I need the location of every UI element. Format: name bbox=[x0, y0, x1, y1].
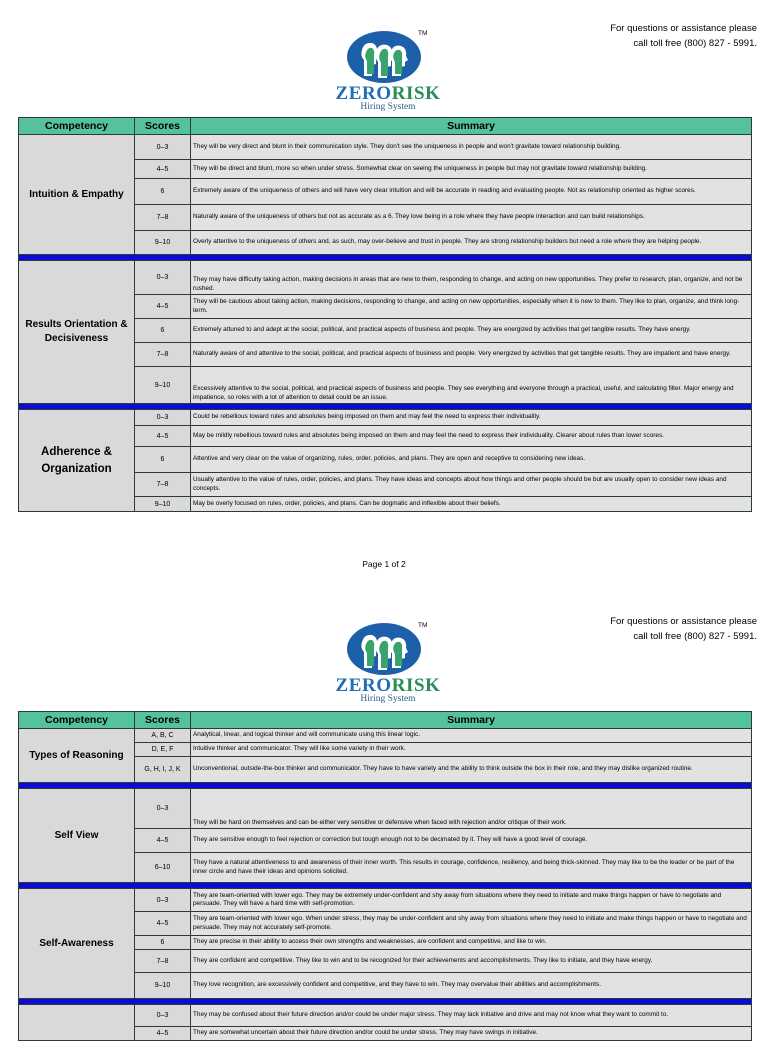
summary-text: They are somewhat uncertain about their future direction and/or could be under stress. They may have swings in initiative. bbox=[191, 1027, 752, 1041]
brand-zero: ZERO bbox=[335, 675, 392, 696]
brand-subtitle: Hiring System bbox=[360, 694, 416, 704]
table-row bbox=[19, 135, 752, 160]
score-range: 9–10 bbox=[135, 973, 191, 999]
header-summary: Summary bbox=[191, 118, 752, 135]
summary-text: They are sensitive enough to feel rejection or correction but tough enough not to be decimated by it. They will have a good level of courage. bbox=[191, 829, 752, 853]
summary-text: They are team-oriented with lower ego. When under stress, they may be under-confident and shy away from situations where they need to initiate and make things happen or have to negotiate and persuade. They may not accurately self-promote. bbox=[191, 912, 752, 936]
score-range: 6 bbox=[135, 936, 191, 950]
score-range: 0–3 bbox=[135, 135, 191, 160]
summary-text: Intuitive thinker and communicator. They will like some variety in their work. bbox=[191, 743, 752, 757]
score-range: 9–10 bbox=[135, 231, 191, 255]
competency-name bbox=[19, 1005, 135, 1041]
summary-text: Could be rebellious toward rules and absolutes being imposed on them and may feel the need to express their individuality. bbox=[191, 410, 752, 426]
table-header-row bbox=[19, 118, 752, 135]
competency-name: Adherence & Organization bbox=[19, 410, 135, 512]
score-range: 7–8 bbox=[135, 205, 191, 231]
brand-zero: ZERO bbox=[335, 83, 392, 104]
summary-text: They will be direct and blunt, more so when under stress. Somewhat clear on seeing the uniqueness in people but may not gravitate toward relationship building. bbox=[191, 160, 752, 179]
score-range: 9–10 bbox=[135, 367, 191, 404]
header-competency: Competency bbox=[19, 712, 135, 729]
contact-info bbox=[567, 21, 757, 51]
score-range: 0–3 bbox=[135, 410, 191, 426]
contact-info bbox=[567, 614, 757, 644]
heads-logo-icon bbox=[346, 622, 422, 676]
table-row bbox=[19, 789, 752, 829]
summary-text: Overly attentive to the uniqueness of others and, as such, may over-believe and trust in people. They are strong relationship builders but need a role where they are helping people. bbox=[191, 231, 752, 255]
header-scores: Scores bbox=[135, 118, 191, 135]
table-row bbox=[19, 261, 752, 295]
table-row bbox=[19, 889, 752, 912]
score-range: 0–3 bbox=[135, 789, 191, 829]
score-range: 6 bbox=[135, 447, 191, 473]
score-range: D, E, F bbox=[135, 743, 191, 757]
summary-text: Naturally aware of the uniqueness of others but not as accurate as a 6. They love being in a role where they have people interaction and can build relationships. bbox=[191, 205, 752, 231]
summary-text: Naturally aware of and attentive to the social, political, and practical aspects of business and people. Very energized by activities that get tangible results. They are impatient and have energy. bbox=[191, 343, 752, 367]
score-range: 7–8 bbox=[135, 473, 191, 497]
table-row bbox=[19, 729, 752, 743]
contact-line-1: For questions or assistance please bbox=[610, 23, 757, 34]
competency-table-page-2 bbox=[18, 711, 752, 1041]
header-summary: Summary bbox=[191, 712, 752, 729]
summary-text: May be mildly rebellious toward rules and absolutes being imposed on them and may feel the need to express their individuality. Clearer about rules than lower scores. bbox=[191, 426, 752, 447]
score-range: G, H, I, J, K bbox=[135, 757, 191, 783]
header-competency: Competency bbox=[19, 118, 135, 135]
summary-text: They are precise in their ability to access their own strengths and weaknesses, are confident and competitive, and like to win. bbox=[191, 936, 752, 950]
summary-text: They may have difficulty taking action, making decisions in areas that are new to them, responding to change, and acting on new opportunities. They prefer to research, plan, organize, and not be rushed. bbox=[191, 261, 752, 295]
score-range: 4–5 bbox=[135, 829, 191, 853]
competency-name: Types of Reasoning bbox=[19, 729, 135, 783]
summary-text: Usually attentive to the value of rules, order, policies, and plans. They have ideas and concepts about how things and other people should be but are usually open to consider new ideas and concepts. bbox=[191, 473, 752, 497]
summary-text: They are team-oriented with lower ego. They may be extremely under-confident and shy away from situations where they need to initiate and make things happen or have to negotiate and persuade. They will have a hard time with self-promotion. bbox=[191, 889, 752, 912]
trademark: TM bbox=[418, 622, 428, 629]
competency-name: Self View bbox=[19, 789, 135, 883]
score-range: 6 bbox=[135, 319, 191, 343]
competency-name: Self-Awareness bbox=[19, 889, 135, 999]
score-range: 4–5 bbox=[135, 160, 191, 179]
summary-text: Excessively attentive to the social, political, and practical aspects of business and people. They see everything and everyone through a practical, useful, and calculating filter. Major energy and impatience, so roles with a lot of attention to detail could be an issue. bbox=[191, 367, 752, 404]
summary-text: Analytical, linear, and logical thinker and will communicate using this linear logic. bbox=[191, 729, 752, 743]
score-range: 7–8 bbox=[135, 950, 191, 973]
page-number: Page 1 of 2 bbox=[362, 559, 406, 569]
summary-text: Attentive and very clear on the value of organizing, rules, order, policies, and plans. They are open and receptive to considering new ideas. bbox=[191, 447, 752, 473]
summary-text: They will be hard on themselves and can be either very sensitive or defensive when faced with rejection and/or critique of their work. bbox=[191, 789, 752, 829]
summary-text: Extremely attuned to and adept at the social, political, and practical aspects of business and people. They are energized by activities that get tangible results. They have energy. bbox=[191, 319, 752, 343]
score-range: 4–5 bbox=[135, 912, 191, 936]
summary-text: They may be confused about their future direction and/or could be under major stress. They may lack initiative and drive and may not know what they want to commit to. bbox=[191, 1005, 752, 1027]
score-range: 0–3 bbox=[135, 1005, 191, 1027]
brand-name bbox=[332, 84, 444, 104]
score-range: 7–8 bbox=[135, 343, 191, 367]
competency-table-page-1 bbox=[18, 117, 752, 512]
competency-name: Results Orientation & Decisiveness bbox=[19, 261, 135, 404]
table-row bbox=[19, 410, 752, 426]
score-range: A, B, C bbox=[135, 729, 191, 743]
score-range: 6 bbox=[135, 179, 191, 205]
contact-line-1: For questions or assistance please bbox=[610, 616, 757, 627]
summary-text: May be overly focused on rules, order, policies, and plans. Can be dogmatic and inflexible about their beliefs. bbox=[191, 497, 752, 512]
summary-text: They love recognition, are excessively confident and competitive, and they have to win. They may overvalue their abilities and accomplishments. bbox=[191, 973, 752, 999]
competency-name: Intuition & Empathy bbox=[19, 135, 135, 255]
summary-text: They are confident and competitive. They like to win and to be recognized for their achievements and accomplishments. They like to initiate, and they have energy. bbox=[191, 950, 752, 973]
brand-name bbox=[332, 676, 444, 696]
summary-text: Unconventional, outside-the-box thinker and communicator. They have to have variety and the ability to think outside the box in their role, and they may dislike organized routine. bbox=[191, 757, 752, 783]
score-range: 4–5 bbox=[135, 426, 191, 447]
score-range: 6–10 bbox=[135, 853, 191, 883]
summary-text: They will be very direct and blunt in their communication style. They don't see the uniqueness in people and won't gravitate toward relationship building. bbox=[191, 135, 752, 160]
table-header-row bbox=[19, 712, 752, 729]
summary-text: Extremely aware of the uniqueness of others and will have very clear intuition and will be accurate in reading and evaluating people. Not as relationship oriented as higher scores. bbox=[191, 179, 752, 205]
brand-risk: RISK bbox=[391, 675, 441, 696]
table-row bbox=[19, 1005, 752, 1027]
score-range: 9–10 bbox=[135, 497, 191, 512]
header-scores: Scores bbox=[135, 712, 191, 729]
summary-text: They will be cautious about taking action, making decisions, responding to change, and acting on new opportunities, especially when it is new to them. They like to plan, organize, and think long-term. bbox=[191, 295, 752, 319]
trademark: TM bbox=[418, 30, 428, 37]
contact-phone: call toll free (800) 827 - 5991. bbox=[633, 38, 757, 49]
brand-risk: RISK bbox=[391, 83, 441, 104]
summary-text: They have a natural attentiveness to and awareness of their inner worth. This results in courage, confidence, resiliency, and being thick-skinned. They may like to be the leader or be part of the inner circle and have their ideas and opinions solicited. bbox=[191, 853, 752, 883]
score-range: 0–3 bbox=[135, 889, 191, 912]
score-range: 4–5 bbox=[135, 295, 191, 319]
contact-phone: call toll free (800) 827 - 5991. bbox=[633, 631, 757, 642]
brand-subtitle: Hiring System bbox=[360, 102, 416, 112]
heads-logo-icon bbox=[346, 30, 422, 84]
score-range: 0–3 bbox=[135, 261, 191, 295]
score-range: 4–5 bbox=[135, 1027, 191, 1041]
